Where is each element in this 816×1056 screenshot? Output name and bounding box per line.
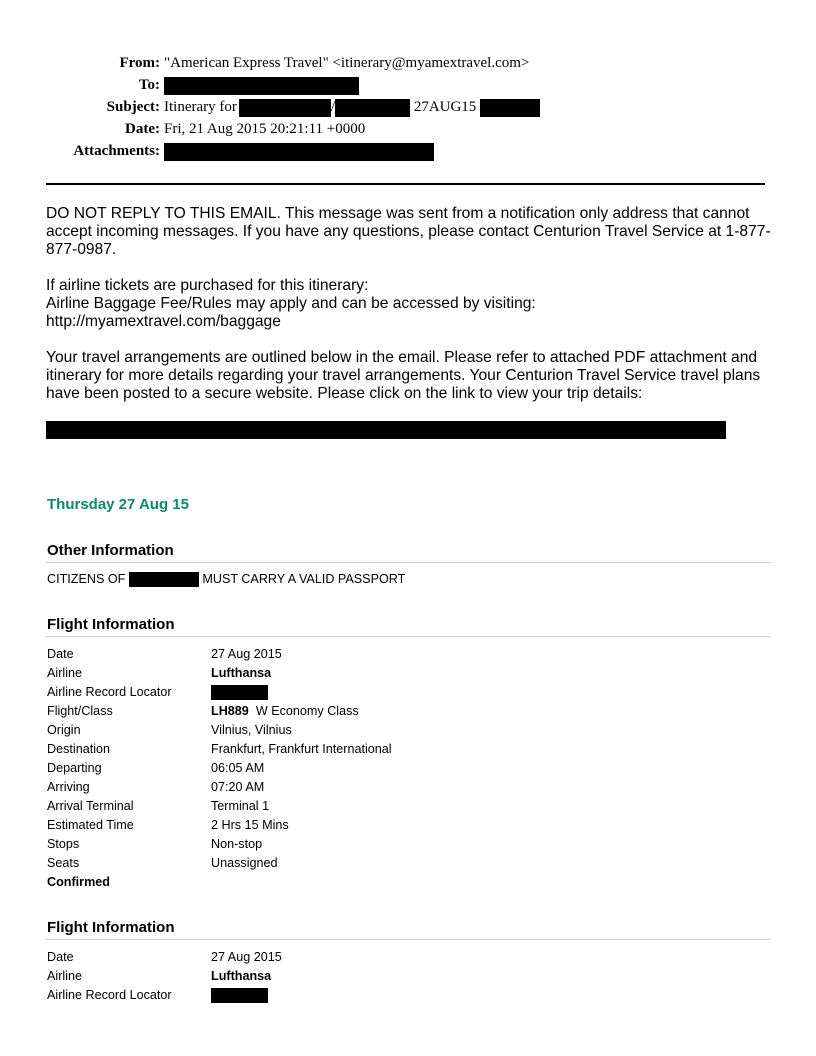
terminal-value: Terminal 1 <box>211 799 270 813</box>
passport-suffix: MUST CARRY A VALID PASSPORT <box>202 572 406 586</box>
airline-label: Airline <box>47 969 82 983</box>
attachments-value <box>164 140 434 162</box>
from-label: From: <box>119 55 160 71</box>
redaction-block <box>480 99 540 117</box>
locator-label: Airline Record Locator <box>47 988 172 1002</box>
flight-info-title: Flight Information <box>47 616 175 633</box>
section-divider <box>46 562 771 563</box>
airline-label: Airline <box>47 666 82 680</box>
origin-label: Origin <box>47 723 81 737</box>
subject-slash: / <box>330 99 336 115</box>
header-subject <box>0 96 816 118</box>
stops-label: Stops <box>47 837 80 851</box>
locator-value <box>211 986 268 1005</box>
date-label: Date: <box>125 121 160 137</box>
seats-value: Unassigned <box>211 856 278 870</box>
redacted-trip-link <box>46 421 726 439</box>
destination-label: Destination <box>47 742 111 756</box>
subject-prefix: Itinerary for <box>164 99 237 115</box>
attachments-label: Attachments: <box>73 143 160 159</box>
departing-label: Departing <box>47 761 102 775</box>
terminal-label: Arrival Terminal <box>47 799 134 813</box>
header-attachments <box>0 140 816 162</box>
redaction-block <box>211 988 268 1003</box>
subject-value <box>164 96 540 118</box>
redaction-block <box>335 99 410 117</box>
flight-info-title: Flight Information <box>47 919 175 936</box>
passport-prefix: CITIZENS OF <box>47 572 126 586</box>
header-from <box>0 52 816 74</box>
redaction-block <box>211 685 268 700</box>
airline-value: Lufthansa <box>211 969 272 983</box>
header-divider <box>46 183 765 185</box>
date-value: 27 Aug 2015 <box>211 950 282 964</box>
baggage-line-1: If airline tickets are purchased for this itinerary: <box>46 277 369 294</box>
date-label: Date <box>47 647 74 661</box>
header-date <box>0 118 816 140</box>
est-label: Estimated Time <box>47 818 134 832</box>
arriving-label: Arriving <box>47 780 90 794</box>
subject-date: 27AUG15 <box>413 99 477 115</box>
origin-value: Vilnius, Vilnius <box>211 723 292 737</box>
date-value: 27 Aug 2015 <box>211 647 282 661</box>
baggage-notice <box>46 277 776 331</box>
locator-value <box>211 683 268 702</box>
other-info-title: Other Information <box>47 542 174 559</box>
subject-label: Subject: <box>106 99 160 115</box>
locator-label: Airline Record Locator <box>47 685 172 699</box>
arriving-value: 07:20 AM <box>211 780 265 794</box>
section-divider <box>46 939 771 940</box>
date-label: Date <box>47 950 74 964</box>
destination-value: Frankfurt, Frankfurt International <box>211 742 392 756</box>
to-value <box>164 74 359 96</box>
from-value: "American Express Travel" <itinerary@myamextravel.com> <box>164 55 530 71</box>
date-value: Fri, 21 Aug 2015 20:21:11 +0000 <box>164 121 366 137</box>
redaction-block <box>239 99 331 117</box>
redaction-block <box>164 77 359 95</box>
section-divider <box>46 636 771 637</box>
arrangements-notice: Your travel arrangements are outlined below in the email. Please refer to attached PDF attachment and itinerary for more details regarding your travel arrangements. Your Centurion Travel Service travel plans have been posted to a secure website. Please click on the link to view your trip details: <box>46 349 761 402</box>
airline-value: Lufthansa <box>211 666 272 680</box>
redaction-block <box>164 143 434 161</box>
passport-notice <box>47 570 405 589</box>
flight1-status: Confirmed <box>47 875 110 889</box>
seats-label: Seats <box>47 856 80 870</box>
day-heading: Thursday 27 Aug 15 <box>47 496 189 513</box>
stops-value: Non-stop <box>211 837 263 851</box>
flight-class: W Economy Class <box>255 704 359 718</box>
baggage-link[interactable]: http://myamextravel.com/baggage <box>46 313 281 330</box>
header-to <box>0 74 816 96</box>
flight-number: LH889 <box>211 704 249 718</box>
flightclass-value <box>211 702 359 721</box>
flightclass-label: Flight/Class <box>47 704 113 718</box>
baggage-line-2: Airline Baggage Fee/Rules may apply and can be accessed by visiting: <box>46 295 536 312</box>
redaction-block <box>129 572 199 587</box>
to-label: To: <box>138 77 160 93</box>
departing-value: 06:05 AM <box>211 761 265 775</box>
no-reply-notice: DO NOT REPLY TO THIS EMAIL. This message was sent from a notification only address that cannot accept incoming messages. If you have any questions, please contact Centurion Travel Service at 1-877-877-0987. <box>46 205 771 258</box>
est-value: 2 Hrs 15 Mins <box>211 818 289 832</box>
